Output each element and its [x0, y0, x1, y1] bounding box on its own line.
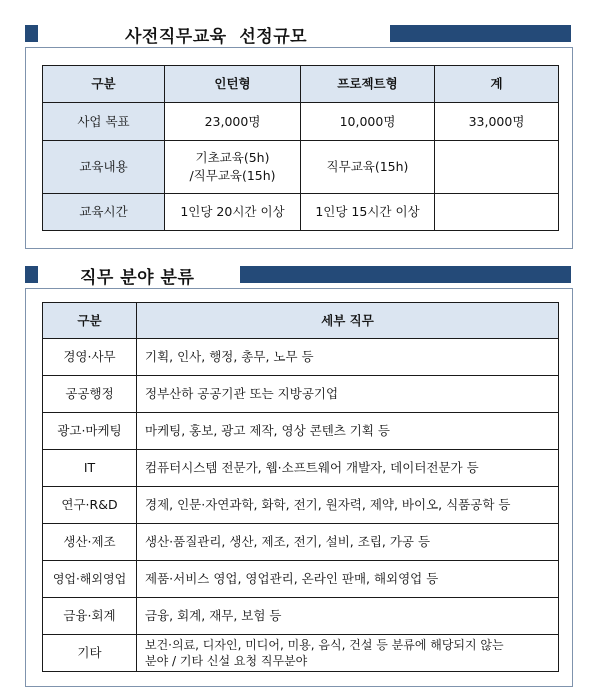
detail-cell: 기획, 인사, 행정, 총무, 노무 등 — [137, 339, 559, 376]
table-row — [43, 524, 559, 561]
cell-intern-hours: 1인당 20시간 이상 — [165, 194, 301, 231]
col-header-total: 계 — [435, 66, 559, 103]
detail-cell: 정부산하 공공기관 또는 지방공기업 — [137, 376, 559, 413]
section1-header-left-bar — [25, 25, 38, 42]
category-cell: 영업·해외영업 — [43, 561, 137, 598]
row-label-content: 교육내용 — [43, 141, 165, 194]
detail-cell: 컴퓨터시스템 전문가, 웹·소프트웨어 개발자, 데이터전문가 등 — [137, 450, 559, 487]
table-row — [43, 194, 559, 231]
section1-box — [25, 47, 573, 249]
intern-content-line1: 기초교육(5h) — [195, 150, 270, 165]
category-cell: 금융·회계 — [43, 598, 137, 635]
section2-header — [25, 266, 571, 288]
section1-header-right-bar — [390, 25, 571, 42]
table-row — [43, 450, 559, 487]
category-cell: 생산·제조 — [43, 524, 137, 561]
col-header-category: 구분 — [43, 303, 137, 339]
detail-line2: 분야 / 기타 신설 요청 직무분야 — [145, 654, 308, 668]
table-row — [43, 598, 559, 635]
col-header-detail: 세부 직무 — [137, 303, 559, 339]
job-field-table — [42, 302, 559, 672]
category-cell: 공공행정 — [43, 376, 137, 413]
table-row — [43, 141, 559, 194]
detail-cell: 금융, 회계, 재무, 보험 등 — [137, 598, 559, 635]
cell-project-content: 직무교육(15h) — [301, 141, 435, 194]
table-row — [43, 413, 559, 450]
col-header-category: 구분 — [43, 66, 165, 103]
category-cell: 경영·사무 — [43, 339, 137, 376]
category-cell: 광고·마케팅 — [43, 413, 137, 450]
detail-cell: 경제, 인문·자연과학, 화학, 전기, 원자력, 제약, 바이오, 식품공학 등 — [137, 487, 559, 524]
category-cell: IT — [43, 450, 137, 487]
intern-content-line2: /직무교육(15h) — [189, 168, 276, 183]
table-row — [43, 103, 559, 141]
section1-header — [25, 25, 571, 47]
table-row — [43, 339, 559, 376]
table-row — [43, 561, 559, 598]
category-cell: 기타 — [43, 635, 137, 672]
detail-cell: 마케팅, 홍보, 광고 제작, 영상 콘텐츠 기획 등 — [137, 413, 559, 450]
col-header-project: 프로젝트형 — [301, 66, 435, 103]
category-cell: 연구·R&D — [43, 487, 137, 524]
cell-project-hours: 1인당 15시간 이상 — [301, 194, 435, 231]
detail-cell — [137, 635, 559, 672]
cell-project-target: 10,000명 — [301, 103, 435, 141]
table-row — [43, 635, 559, 672]
cell-total-hours — [435, 194, 559, 231]
cell-intern-content — [165, 141, 301, 194]
detail-line1: 보건·의료, 디자인, 미디어, 미용, 음식, 건설 등 분류에 해당되지 않는 — [145, 638, 504, 652]
section2-box — [25, 288, 573, 687]
row-label-target: 사업 목표 — [43, 103, 165, 141]
row-label-hours: 교육시간 — [43, 194, 165, 231]
table-row — [43, 376, 559, 413]
cell-total-content — [435, 141, 559, 194]
cell-total-target: 33,000명 — [435, 103, 559, 141]
section1-title: 사전직무교육 선정규모 — [125, 27, 308, 47]
recruitment-scale-table — [42, 65, 559, 231]
section2-header-left-bar — [25, 266, 38, 283]
table-header-row — [43, 303, 559, 339]
detail-cell: 생산·품질관리, 생산, 제조, 전기, 설비, 조립, 가공 등 — [137, 524, 559, 561]
col-header-intern: 인턴형 — [165, 66, 301, 103]
cell-intern-target: 23,000명 — [165, 103, 301, 141]
detail-cell: 제품·서비스 영업, 영업관리, 온라인 판매, 해외영업 등 — [137, 561, 559, 598]
section2-header-right-bar — [240, 266, 571, 283]
section2-title: 직무 분야 분류 — [80, 268, 195, 288]
table-row — [43, 487, 559, 524]
table-header-row — [43, 66, 559, 103]
